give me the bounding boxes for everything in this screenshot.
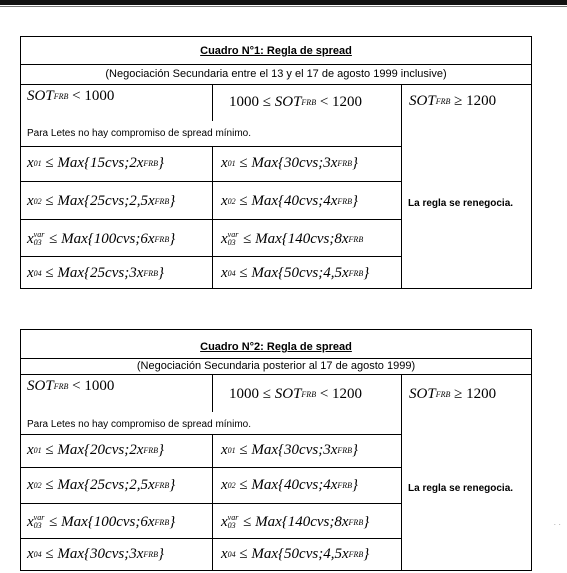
renegocia-note: La regla se renegocia. bbox=[408, 483, 514, 494]
divider bbox=[21, 256, 401, 257]
renegocia-note: La regla se renegocia. bbox=[408, 198, 514, 209]
top-border-bar bbox=[0, 0, 567, 5]
cuadro-2-title: Cuadro N°2: Regla de spread bbox=[200, 341, 352, 353]
row-x02-left: x 02 ≤ Max{25cvs;2,5x FRB } bbox=[27, 476, 176, 493]
row-x02-left: x 02 ≤ Max{25cvs;2,5x FRB } bbox=[27, 192, 176, 209]
cuadro-1-subtitle: (Negociación Secundaria entre el 13 y el 17 de agosto 1999 inclusive) bbox=[105, 68, 447, 80]
top-border-line bbox=[0, 6, 567, 7]
row-x04-right: x 04 ≤ Max{50cvs;4,5x FRB } bbox=[221, 545, 370, 562]
divider bbox=[21, 467, 401, 468]
header-sot-ge-1200: SOT FRB ≥ 1200 bbox=[409, 385, 497, 402]
row-x03-left: x var 03 ≤ Max{100cvs;6x FRB } bbox=[27, 513, 176, 530]
divider bbox=[21, 358, 531, 359]
header-sot-ge-1200: SOT FRB ≥ 1200 bbox=[409, 92, 497, 109]
cuadro-1-table bbox=[20, 36, 532, 289]
header-sot-range: 1000 ≤ SOT FRB < 1200 bbox=[229, 385, 363, 402]
divider bbox=[212, 434, 213, 571]
row-x04-right: x 04 ≤ Max{50cvs;4,5x FRB } bbox=[221, 264, 370, 281]
row-x02-right: x 02 ≤ Max{40cvs;4x FRB } bbox=[221, 192, 359, 209]
row-x03-left: x var 03 ≤ Max{100cvs;6x FRB } bbox=[27, 230, 176, 247]
divider bbox=[21, 219, 401, 220]
row-x03-right: x var 03 ≤ Max{140cvs;8x FRB bbox=[221, 230, 364, 247]
divider bbox=[212, 146, 213, 289]
divider bbox=[21, 181, 401, 182]
divider bbox=[21, 146, 401, 147]
row-x04-left: x 04 ≤ Max{25cvs;3x FRB } bbox=[27, 264, 165, 281]
header-sot-lt-1000: SOT FRB < 1000 bbox=[27, 87, 115, 104]
row-x03-right: x var 03 ≤ Max{140cvs;8x FRB } bbox=[221, 513, 370, 530]
row-x01-left: x 01 ≤ Max{15cvs;2x FRB } bbox=[27, 154, 165, 171]
row-x01-left: x 01 ≤ Max{20cvs;2x FRB } bbox=[27, 441, 165, 458]
divider bbox=[212, 85, 213, 121]
row-x02-right: x 02 ≤ Max{40cvs;4x FRB } bbox=[221, 476, 359, 493]
row-x01-right: x 01 ≤ Max{30cvs;3x FRB } bbox=[221, 154, 359, 171]
divider bbox=[21, 64, 531, 65]
divider bbox=[21, 538, 401, 539]
divider bbox=[21, 434, 401, 435]
divider bbox=[401, 374, 402, 571]
cuadro-2-table bbox=[20, 329, 532, 571]
divider bbox=[401, 85, 402, 289]
row-x04-left: x 04 ≤ Max{30cvs;3x FRB } bbox=[27, 545, 165, 562]
header-sot-range: 1000 ≤ SOT FRB < 1200 bbox=[229, 93, 363, 110]
header-sot-lt-1000: SOT FRB < 1000 bbox=[27, 377, 115, 394]
margin-mark: · · bbox=[553, 520, 561, 529]
letes-note: Para Letes no hay compromiso de spread mínimo. bbox=[27, 128, 251, 139]
divider bbox=[21, 503, 401, 504]
cuadro-2-subtitle: (Negociación Secundaria posterior al 17 de agosto 1999) bbox=[136, 360, 416, 372]
divider bbox=[212, 374, 213, 412]
row-x01-right: x 01 ≤ Max{30cvs;3x FRB } bbox=[221, 441, 359, 458]
letes-note: Para Letes no hay compromiso de spread mínimo. bbox=[27, 419, 251, 430]
cuadro-1-title: Cuadro N°1: Regla de spread bbox=[200, 45, 352, 57]
